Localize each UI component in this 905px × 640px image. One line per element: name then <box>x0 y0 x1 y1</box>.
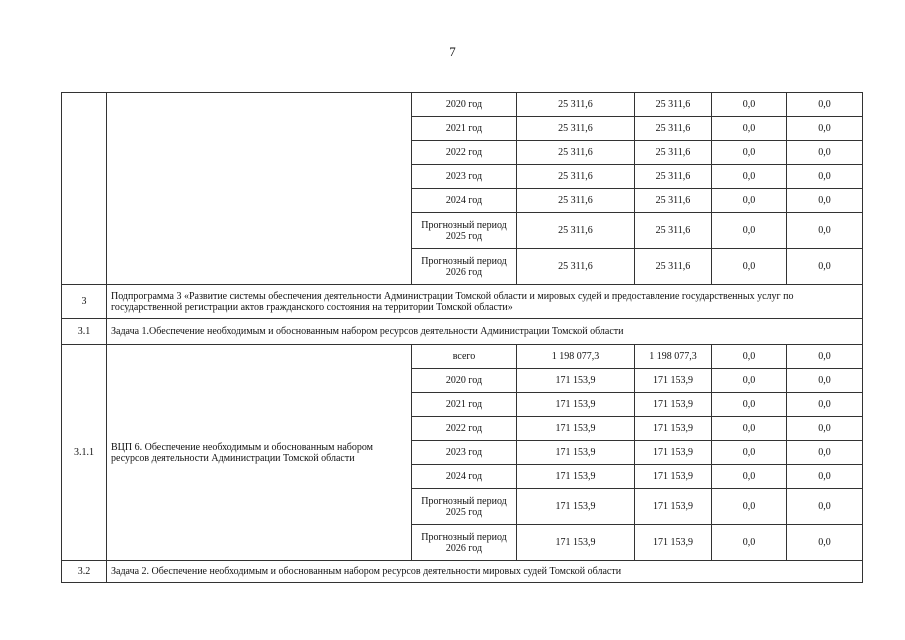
value-cell: 25 311,6 <box>517 165 635 189</box>
period-cell: Прогнозный период 2026 год <box>412 525 517 561</box>
period-cell: Прогнозный период 2026 год <box>412 249 517 285</box>
value-cell: 0,0 <box>787 525 863 561</box>
value-cell: 0,0 <box>787 141 863 165</box>
value-cell: 0,0 <box>712 93 787 117</box>
period-cell: Прогнозный период 2025 год <box>412 213 517 249</box>
value-cell: 25 311,6 <box>517 213 635 249</box>
value-cell: 25 311,6 <box>517 141 635 165</box>
value-cell: 0,0 <box>712 525 787 561</box>
value-cell: 0,0 <box>712 213 787 249</box>
value-cell: 0,0 <box>712 249 787 285</box>
value-cell: 171 153,9 <box>517 417 635 441</box>
value-cell: 171 153,9 <box>635 393 712 417</box>
value-cell: 171 153,9 <box>635 525 712 561</box>
value-cell: 0,0 <box>712 465 787 489</box>
value-cell: 0,0 <box>787 489 863 525</box>
value-cell: 25 311,6 <box>635 165 712 189</box>
value-cell: 25 311,6 <box>635 93 712 117</box>
value-cell: 171 153,9 <box>517 525 635 561</box>
subprogram-row <box>62 285 863 319</box>
period-cell: 2021 год <box>412 393 517 417</box>
period-cell: 2023 год <box>412 165 517 189</box>
value-cell: 25 311,6 <box>635 141 712 165</box>
page-number: 7 <box>449 44 456 59</box>
task-row <box>62 561 863 583</box>
value-cell: 25 311,6 <box>517 249 635 285</box>
value-cell: 25 311,6 <box>635 117 712 141</box>
value-cell: 0,0 <box>787 441 863 465</box>
row-number-cell: 3.1.1 <box>62 345 107 561</box>
period-cell: 2022 год <box>412 417 517 441</box>
period-cell: 2020 год <box>412 93 517 117</box>
value-cell: 0,0 <box>787 465 863 489</box>
value-cell: 171 153,9 <box>517 441 635 465</box>
value-cell: 0,0 <box>712 489 787 525</box>
value-cell: 0,0 <box>787 393 863 417</box>
value-cell: 171 153,9 <box>517 465 635 489</box>
row-number-cell <box>62 93 107 285</box>
period-cell: 2024 год <box>412 189 517 213</box>
value-cell: 0,0 <box>712 417 787 441</box>
value-cell: 0,0 <box>787 249 863 285</box>
period-cell: 2020 год <box>412 369 517 393</box>
value-cell: 0,0 <box>712 165 787 189</box>
value-cell: 171 153,9 <box>635 465 712 489</box>
value-cell: 171 153,9 <box>635 489 712 525</box>
value-cell: 0,0 <box>712 117 787 141</box>
row-number-cell: 3 <box>62 285 107 319</box>
period-cell: 2023 год <box>412 441 517 465</box>
value-cell: 25 311,6 <box>635 249 712 285</box>
value-cell: 171 153,9 <box>635 369 712 393</box>
value-cell: 171 153,9 <box>517 393 635 417</box>
row-name-cell <box>107 93 412 285</box>
value-cell: 25 311,6 <box>517 93 635 117</box>
value-cell: 25 311,6 <box>635 213 712 249</box>
value-cell: 0,0 <box>712 141 787 165</box>
period-cell: Прогнозный период 2025 год <box>412 489 517 525</box>
task-row <box>62 319 863 345</box>
value-cell: 0,0 <box>787 417 863 441</box>
period-cell: 2024 год <box>412 465 517 489</box>
value-cell: 0,0 <box>787 369 863 393</box>
value-cell: 0,0 <box>712 369 787 393</box>
value-cell: 25 311,6 <box>517 117 635 141</box>
value-cell: 171 153,9 <box>635 417 712 441</box>
value-cell: 1 198 077,3 <box>517 345 635 369</box>
value-cell: 0,0 <box>787 345 863 369</box>
value-cell: 171 153,9 <box>635 441 712 465</box>
period-cell: 2022 год <box>412 141 517 165</box>
table-row <box>62 93 863 117</box>
value-cell: 0,0 <box>712 441 787 465</box>
budget-table <box>61 92 863 583</box>
value-cell: 0,0 <box>787 189 863 213</box>
task-title: Задача 2. Обеспечение необходимым и обоснованным набором ресурсов деятельности мировых судей Томской области <box>107 561 863 583</box>
value-cell: 171 153,9 <box>517 489 635 525</box>
task-title: Задача 1.Обеспечение необходимым и обоснованным набором ресурсов деятельности Администрации Томской области <box>107 319 863 345</box>
row-number-cell: 3.2 <box>62 561 107 583</box>
period-cell: 2021 год <box>412 117 517 141</box>
subprogram-title: Подпрограмма 3 «Развитие системы обеспечения деятельности Администрации Томской области и мировых судей и предоставление государственных услуг по государственной регистрации актов гражданского состояния на территории Томской области» <box>107 285 863 319</box>
value-cell: 0,0 <box>787 213 863 249</box>
value-cell: 1 198 077,3 <box>635 345 712 369</box>
value-cell: 0,0 <box>787 165 863 189</box>
value-cell: 0,0 <box>787 117 863 141</box>
value-cell: 0,0 <box>712 189 787 213</box>
value-cell: 0,0 <box>787 93 863 117</box>
value-cell: 0,0 <box>712 345 787 369</box>
period-cell: всего <box>412 345 517 369</box>
row-name-cell: ВЦП 6. Обеспечение необходимым и обоснованным набором ресурсов деятельности Администрации Томской области <box>107 345 412 561</box>
value-cell: 0,0 <box>712 393 787 417</box>
value-cell: 171 153,9 <box>517 369 635 393</box>
value-cell: 25 311,6 <box>517 189 635 213</box>
table-row <box>62 345 863 369</box>
row-number-cell: 3.1 <box>62 319 107 345</box>
value-cell: 25 311,6 <box>635 189 712 213</box>
